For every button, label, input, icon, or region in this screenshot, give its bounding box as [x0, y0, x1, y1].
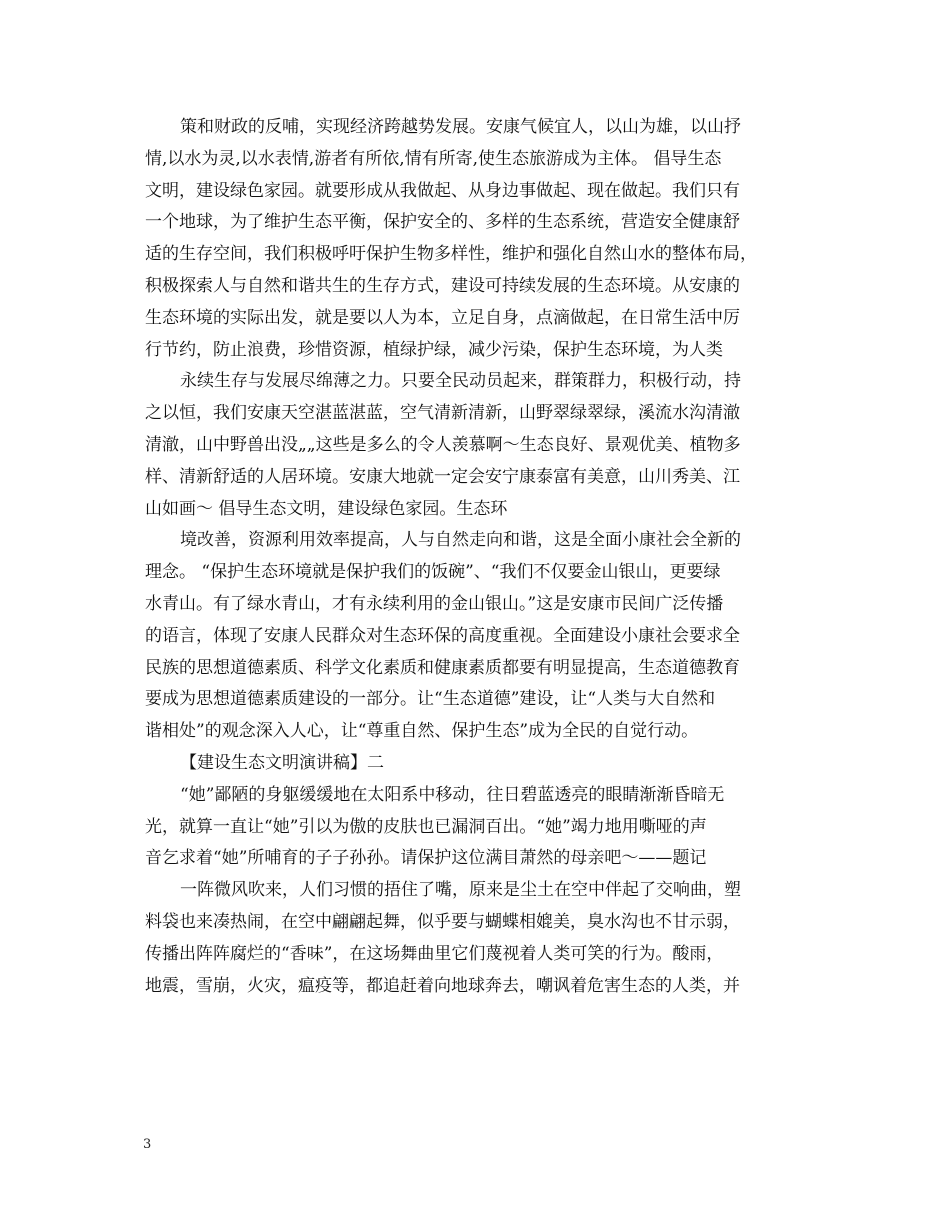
text-line: 【建设生态文明演讲稿】二 — [180, 752, 384, 773]
text-line: 行节约，防止浪费，珍惜资源，植绿护绿，减少污染，保护生态环境，为人类 — [145, 339, 723, 360]
text-line: 文明，建设绿色家园。就要形成从我做起、从身边事做起、现在做起。我们只有 — [145, 180, 740, 201]
text-line: 地震，雪崩，火灾，瘟疫等，都追赶着向地球奔去，嘲讽着危害生态的人类，并 — [145, 975, 740, 996]
text-line: 积极探索人与自然和谐共生的生存方式，建设可持续发展的生态环境。从安康的 — [145, 275, 740, 296]
page-number: 3 — [143, 1137, 152, 1152]
text-line: 民族的思想道德素质、科学文化素质和健康素质都要有明显提高，生态道德教育 — [145, 657, 740, 678]
text-line: 理念。 “保护生态环境就是保护我们的饭碗”、“我们不仅要金山银山，更要绿 — [145, 562, 721, 583]
text-line: 策和财政的反哺，实现经济跨越势发展。安康气候宜人，以山为雄，以山抒 — [180, 117, 741, 137]
text-line: 一个地球，为了维护生态平衡，保护安全的、多样的生态系统，营造安全健康舒 — [145, 212, 740, 233]
text-line: 永续生存与发展尽绵薄之力。只要全民动员起来，群策群力，积极行动，持 — [180, 371, 741, 392]
text-line: 境改善，资源利用效率提高，人与自然走向和谐，这是全面小康社会全新的 — [180, 530, 741, 551]
text-line: 谐相处”的观念深入人心，让“尊重自然、保护生态”成为全民的自觉行动。 — [145, 721, 699, 742]
text-line: 情,以水为灵,以水表情,游者有所依,情有所寄,使生态旅游成为主体。 倡导生态 — [145, 148, 722, 169]
text-line: 料袋也来凑热闹，在空中翩翩起舞，似乎要与蝴蝶相媲美，臭水沟也不甘示弱， — [145, 911, 740, 932]
text-line: 山如画～ 倡导生态文明，建设绿色家园。生态环 — [145, 498, 508, 519]
text-line: 水青山。有了绿水青山，才有永续利用的金山银山。”这是安康市民间广泛传播 — [145, 593, 724, 614]
text-line: 清澈，山中野兽出没„„这些是多么的令人羡慕啊～生态良好、景观优美、植物多 — [145, 434, 741, 455]
text-line: 生态环境的实际出发，就是要以人为本，立足自身，点滴做起，在日常生活中厉 — [145, 307, 740, 328]
text-line: 的语言，体现了安康人民群众对生态环保的高度重视。全面建设小康社会要求全 — [145, 625, 740, 646]
text-line: 光，就算一直让“她”引以为傲的皮肤也已漏洞百出。“她”竭力地用嘶哑的声 — [145, 816, 707, 837]
text-line: 要成为思想道德素质建设的一部分。让“生态道德”建设，让“人类与大自然和 — [145, 689, 716, 710]
text-line: 音乞求着“她”所哺育的子子孙孙。请保护这位满目萧然的母亲吧～——题记 — [145, 848, 707, 869]
text-line: 传播出阵阵腐烂的“香味”，在这场舞曲里它们蔑视着人类可笑的行为。酸雨， — [145, 943, 724, 964]
text-line: 之以恒，我们安康天空湛蓝湛蓝，空气清新清新，山野翠绿翠绿，溪流水沟清澈 — [145, 403, 740, 424]
text-line: 一阵微风吹来，人们习惯的捂住了嘴，原来是尘土在空中伴起了交响曲，塑 — [180, 880, 741, 901]
text-line: 样、清新舒适的人居环境。安康大地就一定会安宁康泰富有美意，山川秀美、江 — [145, 466, 740, 487]
text-line: “她”鄙陋的身躯缓缓地在太阳系中移动，往日碧蓝透亮的眼睛渐渐昏暗无 — [180, 784, 725, 805]
text-line: 适的生存空间，我们积极呼吁保护生物多样性，维护和强化自然山水的整体布局， — [145, 244, 757, 265]
body-text — [145, 112, 815, 1002]
